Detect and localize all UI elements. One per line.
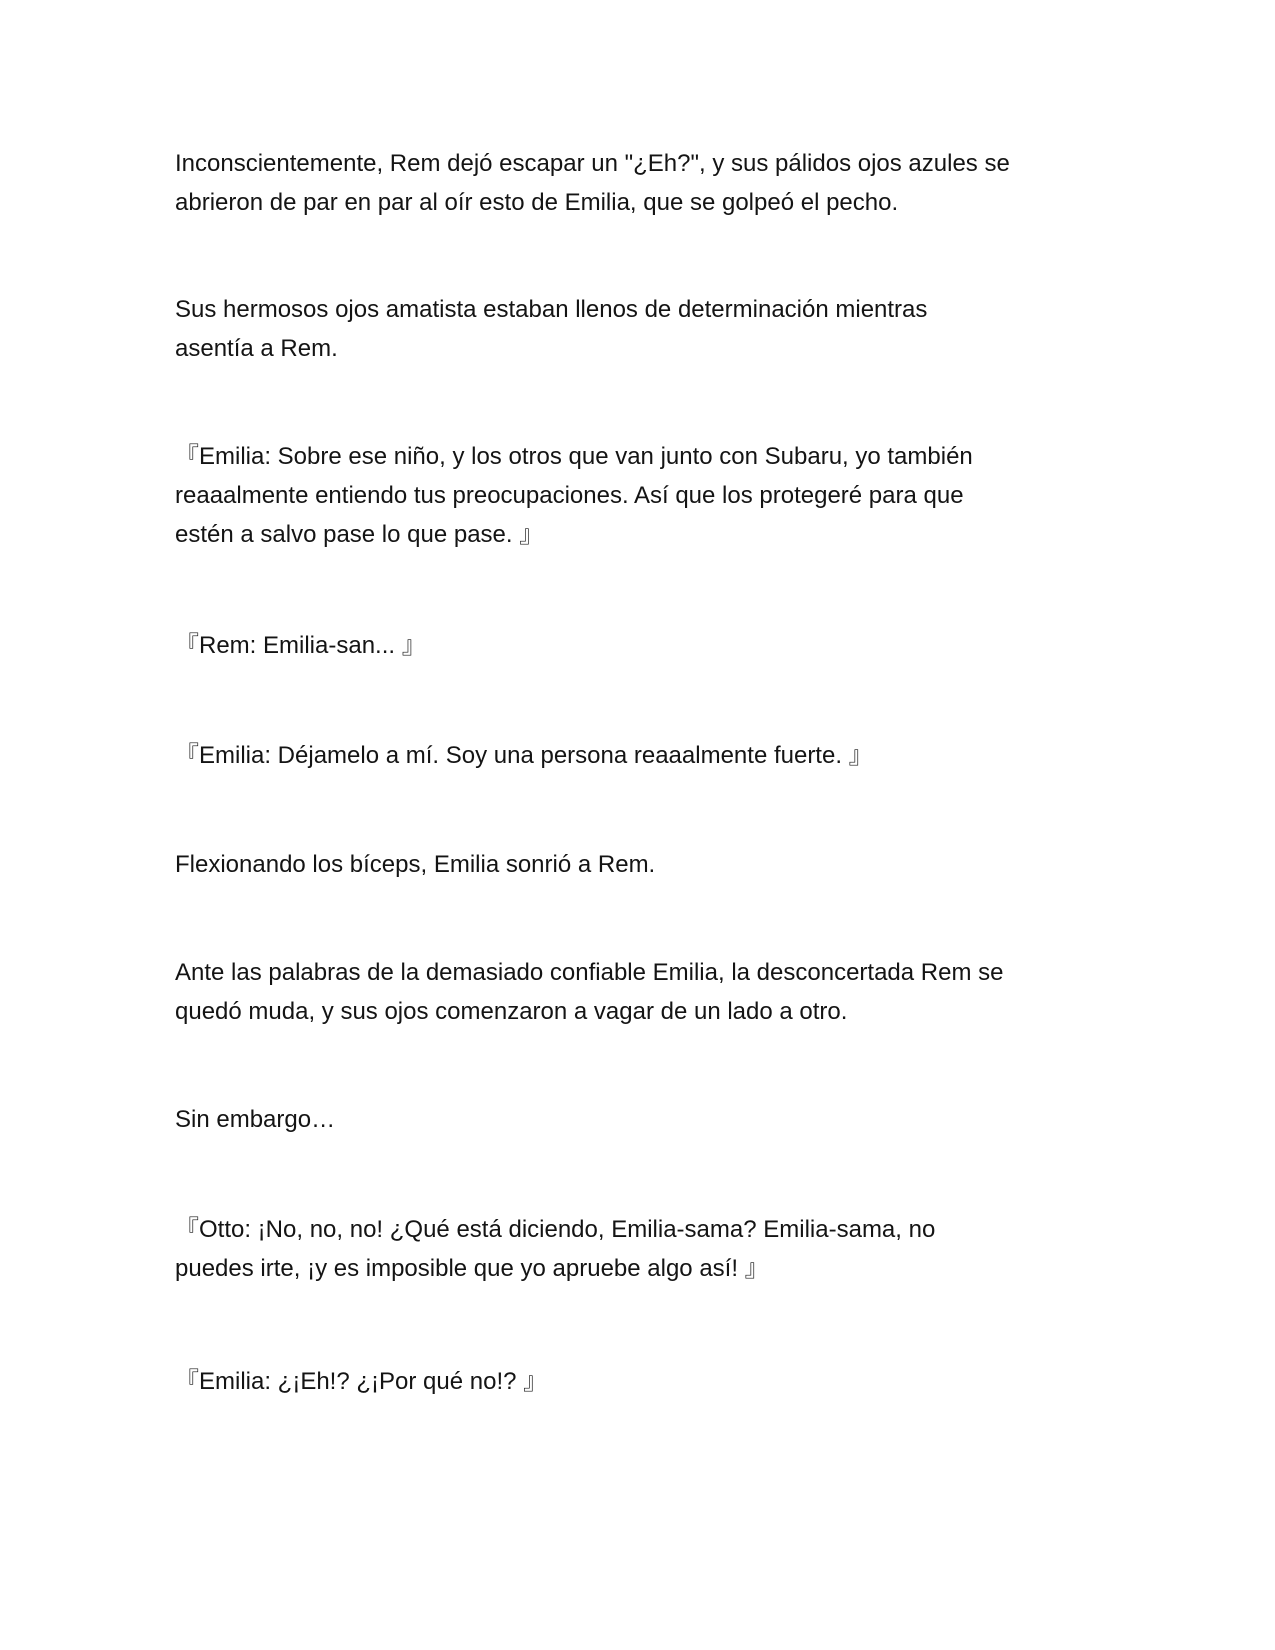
paragraph-narration-3 — [175, 845, 1095, 884]
text-line: reaaalmente entiendo tus preocupaciones. Así que los protegeré para que — [175, 482, 964, 509]
text-line: Flexionando los bíceps, Emilia sonrió a Rem. — [175, 851, 656, 878]
paragraph-dialogue-emilia-2 — [175, 736, 1095, 775]
text-line: 『Rem: Emilia-san... 』 — [175, 632, 426, 659]
paragraph-dialogue-otto — [175, 1210, 1095, 1288]
text-line: 『Emilia: Déjamelo a mí. Soy una persona reaaalmente fuerte. 』 — [175, 742, 873, 769]
text-line: quedó muda, y sus ojos comenzaron a vagar de un lado a otro. — [175, 998, 848, 1025]
text-line: 『Emilia: Sobre ese niño, y los otros que van junto con Subaru, yo también — [175, 443, 973, 470]
paragraph-narration-1 — [175, 144, 1095, 222]
paragraph-dialogue-emilia-3 — [175, 1362, 1095, 1401]
text-line: Sus hermosos ojos amatista estaban llenos de determinación mientras — [175, 296, 928, 323]
text-line: Sin embargo… — [175, 1106, 336, 1133]
text-line: asentía a Rem. — [175, 335, 338, 362]
paragraph-dialogue-emilia-1 — [175, 437, 1095, 554]
text-line: estén a salvo pase lo que pase. 』 — [175, 521, 544, 548]
text-line: Ante las palabras de la demasiado confiable Emilia, la desconcertada Rem se — [175, 959, 1004, 986]
text-line: abrieron de par en par al oír esto de Emilia, que se golpeó el pecho. — [175, 189, 899, 216]
text-line: puedes irte, ¡y es imposible que yo apruebe algo así! 』 — [175, 1255, 769, 1282]
paragraph-narration-5 — [175, 1100, 1095, 1139]
paragraph-dialogue-rem — [175, 626, 1095, 665]
paragraph-narration-4 — [175, 953, 1095, 1031]
paragraph-narration-2 — [175, 290, 1095, 368]
text-line: 『Otto: ¡No, no, no! ¿Qué está diciendo, Emilia-sama? Emilia-sama, no — [175, 1216, 936, 1243]
text-line: 『Emilia: ¿¡Eh!? ¿¡Por qué no!? 』 — [175, 1368, 548, 1395]
text-line: Inconscientemente, Rem dejó escapar un "¿Eh?", y sus pálidos ojos azules se — [175, 150, 1010, 177]
